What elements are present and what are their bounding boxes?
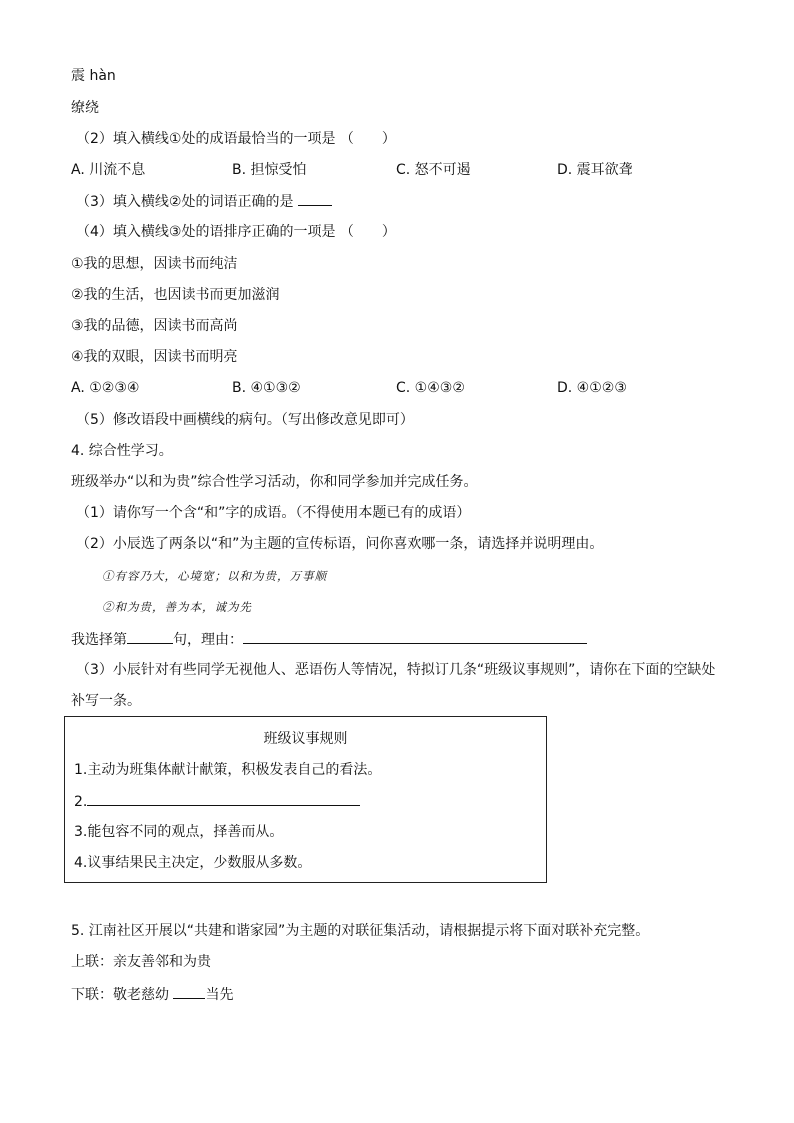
sentence-3: ③我的品德，因读书而高尚 — [71, 318, 238, 334]
question-5: （5）修改语段中画横线的病句。（写出修改意见即可） — [76, 412, 414, 428]
q4-option-d: D. ④①②③ — [557, 380, 627, 396]
question-3-text: （3）填入横线②处的词语正确的是 — [76, 194, 298, 210]
section-4-q1: （1）请你写一个含“和”字的成语。（不得使用本题已有的成语） — [76, 505, 471, 521]
sentence-1: ①我的思想，因读书而纯洁 — [71, 256, 238, 272]
rule-2-number: 2. — [74, 794, 88, 810]
word-line: 缭绕 — [71, 100, 99, 116]
couplet-lower-suffix: 当先 — [205, 987, 234, 1003]
rule-2-blank — [87, 791, 360, 806]
slogan-1: ①有容乃大，心境宽；以和为贵，万事顺 — [102, 569, 327, 583]
rule-3: 3.能包容不同的观点，择善而从。 — [74, 824, 284, 840]
q2-option-d: D. 震耳欲聋 — [557, 162, 633, 178]
question-4: （4）填入横线③处的语排序正确的一项是 （ ） — [76, 224, 396, 240]
section-4-q2: （2）小辰选了两条以“和”为主题的宣传标语，问你喜欢哪一条，请选择并说明理由。 — [76, 536, 604, 552]
rule-4: 4.议事结果民主决定，少数服从多数。 — [74, 855, 312, 871]
q2-option-c: C. 怒不可遏 — [396, 162, 471, 178]
couplet-upper: 上联：亲友善邻和为贵 — [71, 954, 211, 970]
slogan-2: ②和为贵，善为本，诚为先 — [102, 600, 252, 614]
q2-option-a: A. 川流不息 — [71, 162, 146, 178]
pinyin-line: 震 hàn — [71, 68, 116, 84]
q4-option-c: C. ①④③② — [396, 380, 465, 396]
choice-prefix: 我选择第 — [71, 632, 127, 648]
section-4-intro: 班级举办“以和为贵”综合性学习活动，你和同学参加并完成任务。 — [71, 474, 478, 490]
section-4-q3: （3）小辰针对有些同学无视他人、恶语伤人等情况，特拟订几条“班级议事规则”，请你在下面的空缺处 — [76, 662, 716, 678]
sentence-2: ②我的生活，也因读书而更加滋润 — [71, 287, 280, 303]
q4-option-a: A. ①②③④ — [71, 380, 140, 396]
couplet-lower — [71, 984, 233, 1005]
q4-option-b: B. ④①③② — [232, 380, 301, 396]
q2-option-b: B. 担惊受怕 — [232, 162, 307, 178]
answer-blank — [298, 191, 332, 206]
rule-2 — [74, 791, 360, 812]
choice-line — [71, 629, 587, 650]
couplet-lower-prefix: 下联：敬老慈幼 — [71, 987, 174, 1003]
question-3 — [76, 191, 332, 212]
section-5-title: 5. 江南社区开展以“共建和谐家园”为主题的对联征集活动，请根据提示将下面对联补充完整。 — [71, 923, 650, 939]
choice-blank — [127, 629, 173, 644]
section-4-title: 4. 综合性学习。 — [71, 443, 173, 459]
choice-reason-label: 句，理由： — [173, 632, 243, 648]
sentence-4: ④我的双眼，因读书而明亮 — [71, 349, 238, 365]
rule-1: 1.主动为班集体献计献策，积极发表自己的看法。 — [74, 762, 382, 778]
rules-box — [64, 716, 547, 883]
rules-title: 班级议事规则 — [263, 731, 348, 747]
section-4-q3-cont: 补写一条。 — [71, 693, 141, 709]
couplet-blank — [173, 984, 205, 999]
question-2: （2）填入横线①处的成语最恰当的一项是 （ ） — [76, 131, 396, 147]
reason-blank — [243, 629, 587, 644]
